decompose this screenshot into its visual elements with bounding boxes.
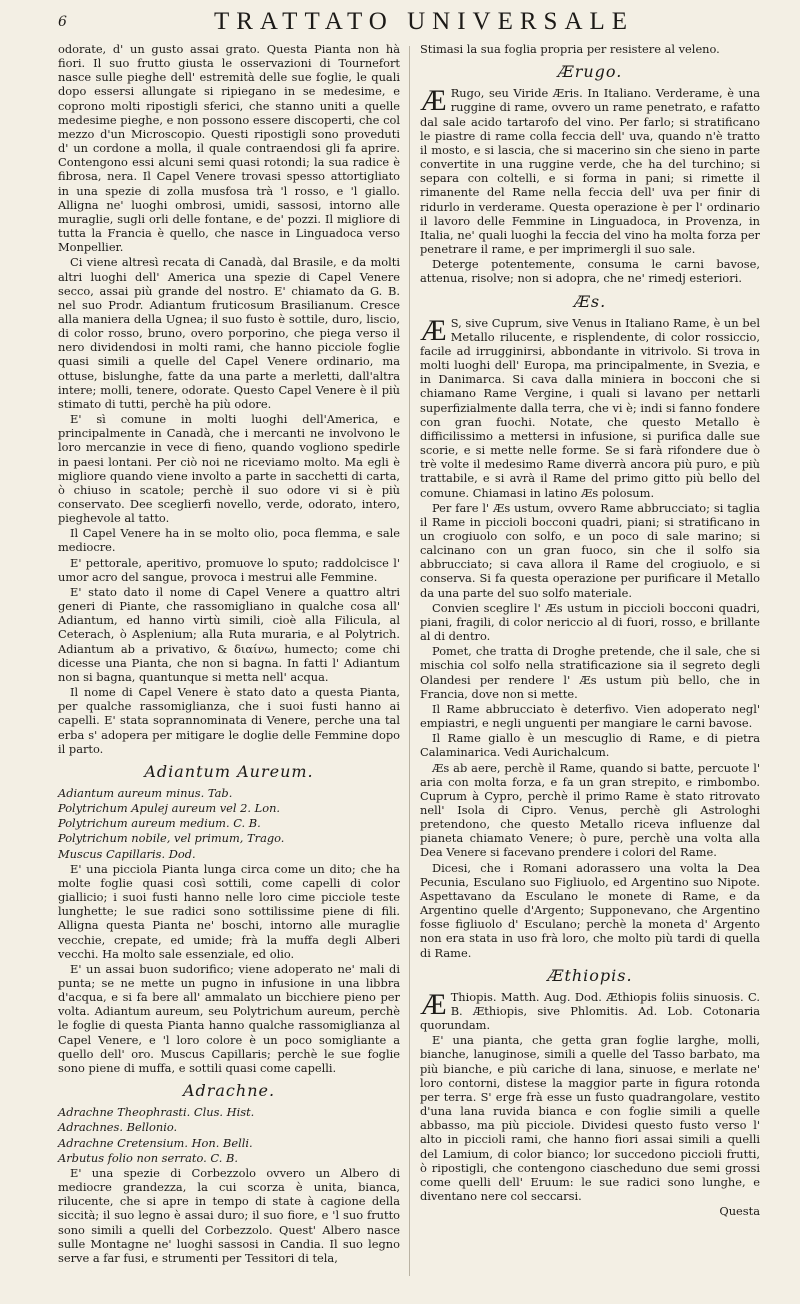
synonym-entry [58,1136,400,1150]
paragraph: E' una picciola Pianta lunga circa come un dito; che ha molte foglie quasi così sottili, come capelli di color giallicio; i suoi fusti hanno nelle loro cime picciole teste lunghette; le sue radici sono sottilissime piene di fili. Alligna questa Pianta ne' boschi, intorno alle muraglie vecchie, crepate, ed umide; frà la muffa degli Alberi vecchi. Ha molto sale essenziale, ed olio. [58,861,400,961]
synonym-text: Polytrichum aureum medium. C. B. [58,816,261,831]
page-number: 6 [58,14,67,30]
synonym-entry [58,1151,400,1165]
synonym-text: Adrachne Theophrasti. Clus. Hist. [58,1105,255,1120]
synonym-text: Muscus Capillaris. Dod. [58,846,196,861]
paragraph: Il Capel Venere ha in se molto olio, poca flemma, e sale mediocre. [58,526,400,555]
paragraph [420,987,760,1033]
paragraph: E' un assai buon sudorifico; viene adoperato ne' mali di punta; se ne mette un pugno in infusione in una libbra d'acqua, e si fa bere all' ammalato un bicchiere pieno per volta. Adiantum aureum, seu Polytrichum aureum, perchè le foglie di questa Pianta hanno qualche rassomiglianza al Capel Venere, e 'l loro colore è un poco somigliante a quello dell' oro. Muscus Capillaris; perchè le sue foglie sono piene di muffa, e sottili quasi come capelli. [58,961,400,1075]
paragraph: E' una pianta, che getta gran foglie larghe, molli, bianche, lanuginose, simili a quelle del Tasso barbato, ma più bianche, e più cariche di lana, sinuose, e merlate ne' loro contorni, distese la maggior parte in figura rotonda per terra. S' erge frà esse un fusto quadrangolare, vestito d'una lana ruvida bianca e con foglie simili a quelle abbasso, ma più picciole. Dividesi questo fusto verso l' alto in piccioli rami, che hanno fiori assai simili a quelli del Lamium, di color bianco; lor succedono piccioli frutti, ò ripostigli, che contengono ciascheduno due semi grossi come quelli dell' Eruum: le sue radici sono lunghe, e diventano nere col seccarsi. [420,1033,760,1204]
paragraph: E' una spezie di Corbezzolo ovvero un Albero di mediocre grandezza, la cui scorza è unita, bianca, rilucente, che si apre in tempo di state à cagione della siccità; il suo legno è assai duro; il suo fiore, e 'l suo frutto sono simili a quelli del Corbezzolo. Quest' Albero nasce sulle Montagne ne' luoghi sassosi in Candia. Il suo legno serve a far fusi, e strumenti per Tessitori di tela, [58,1165,400,1265]
paragraph: E' sì comune in molti luoghi dell'America, e principalmente in Canadà, che i mercanti ne involvono le loro mercanzie in vece di fieno, quando vogliono spedirle in paesi lontani. Per ciò noi ne riceviamo molto. Ma egli è migliore quando viene involto a parte in sacchetti di carta, ò chiuso in scatole; perchè il suo odore vi si è più conservato. Dee sceglierfi novello, verde, odorato, intero, pieghevole al tatto. [58,412,400,526]
drop-cap: Æ [420,987,447,1021]
paragraph: odorate, d' un gusto assai grato. Questa Pianta non hà fiori. Il suo frutto giusta le osservazioni di Tournefort nasce sulle pieghe dell' estremità delle sue foglie, le quali dopo essersi allungate si ripiegano in se medesime, e coprono molti ripostigli sferici, che stanno uniti a quelle medesime pieghe, e non possono essere discoperti, che col mezzo d'un Microscopio. Questi ripostigli sono proveduti d' un cordone a molla, il quale contraendosi gli fa aprire. Contengono essi alcuni semi quasi rotondi; la sua radice è fibrosa, nera. Il Capel Venere trovasi spesso attortigliato in una spezie di zolla musfosa trà 'l rosso, e 'l giallo. Alligna ne' luoghi ombrosi, umidi, sassosi, intorno alle muraglie, sugli orli delle fontane, e de' pozzi. Il migliore di tutta la Francia è quello, che nasce in Linguadoca verso Monpellier. [58,42,400,255]
synonym-entry [58,831,400,845]
column-divider [409,46,410,1276]
right-column [420,42,760,1219]
paragraph: E' pettorale, aperitivo, promuove lo sputo; raddolcisce l' umor acro del sangue, provoca i mestrui alle Femmine. [58,555,400,584]
paragraph: Dicesi, che i Romani adorassero una volta la Dea Pecunia, Esculano suo Figliuolo, ed Argentino suo Nipote. Aspettavano da Esculano le monete di Rame, e da Argentino quelle d'Argento; Supponevano, che Argentino fosse figliuolo d' Esculano; perchè la moneta d' Argento non era stata in uso frà loro, che molto più tardi di quella di Rame. [420,860,760,960]
section-heading-adiantum-aureum: Adiantum Aureum. [144,761,314,781]
section-heading-aerugo: Ærugo. [557,62,623,82]
book-title: TRATTATO UNIVERSALE [213,8,635,35]
paragraph-text: Thiopis. Matth. Aug. Dod. Æthiopis foliis sinuosis. C. B. Æthiopis, sive Phlomitis. Ad. Lob. Cotonaria quorundam. [420,989,760,1033]
synonym-text: Adrachnes. Bellonio. [58,1120,178,1135]
synonym-text: Arbutus folio non serrato. C. B. [58,1150,238,1165]
paragraph: Ci viene altresì recata di Canadà, dal Brasile, e da molti altri luoghi dell' America una spezie di Capel Venere secco, assai più grande del nostro. E' chiamato da G. B. nel suo Prodr. Adiantum fruticosum Brasilianum. Cresce alla maniera della Ugnea; il suo fusto è sottile, duro, liscio, di color rosso, bruno, overo porporino, che piega verso il nero dividendosi in molti rami, che hanno picciole foglie quasi simili a quelle del Capel Venere ordinario, ma ottuse, bislunghe, fatte da una parte a merletti, dall'altra intere; molli, tenere, odorate. Questo Capel Venere è il più stimato di tutti, perchè ha più odore. [58,255,400,411]
synonym-text: Polytrichum Apulej aureum vel 2. Lon. [58,801,281,816]
synonym-entry [58,1105,400,1119]
synonym-entry [58,816,400,830]
synonym-text: Adiantum aureum minus. Tab. [58,785,233,800]
paragraph-text: S, sive Cuprum, sive Venus in Italiano Rame, è un bel Metallo rilucente, e risplendente, di color rossiccio, facile ad irrugginirsi, abbondante in vitrivolo. Si trova in molti luoghi dell' Europa, ma principalmente, in Svezia, e in Danimarca. Si cava dalla miniera in bocconi che si chiamano Rame Vergine, i quali si lavano per nettarli superfizialmente dalla terra, che vi è; indi si fanno fondere con gran fuochi. Notate, che questo Metallo è difficilissimo a mettersi in infusione, si purifica dalle sue scorie, e si mette nelle forme. Se si farà rifondere due ò trè volte il medesimo Rame diverrà ancora più puro, e più trattabile, e si avrà il Rame del primo gitto più bello del comune. Chiamasi in latino Æs polosum. [420,315,760,500]
synonym-text: Adrachne Cretensium. Hon. Belli. [58,1135,253,1150]
running-head [58,8,760,38]
synonym-entry [58,847,400,861]
paragraph: Il nome di Capel Venere è stato dato a questa Pianta, per qualche rassomiglianza, che i suoi fusti hanno ai capelli. E' stata soprannominata di Venere, perche una tal erba s' adopera per mitigare le doglie delle Femmine dopo il parto. [58,685,400,756]
drop-cap: Æ [420,84,447,118]
paragraph-text: Rugo, seu Viride Æris. In Italiano. Verderame, è una ruggine di rame, ovvero un rame penetrato, e rafatto dal sale acido tartarofo del vino. Per farlo; si stratificano le piastre di rame colla feccia dell' uva, quando n'è tratto il mosto, e si lascia, che si macerino sin che sieno in parte convertite in una ruggine verde, che ha del turchino; si separa con coltelli, e si forma in pani; si rimette il rimanente del Rame nella feccia dell' uva per finir di ridurlo in verderame. Questa operazione è per l' ordinario il lavoro delle Femmine in Linguadoca, in Provenza, in Italia, ne' quali luoghi la feccia del vino ha molta forza per penetrare il rame, e per imprimergli il suo sale. [420,86,760,257]
synonym-entry [58,786,400,800]
section-heading-aes: Æs. [573,291,607,311]
section-heading-adrachne: Adrachne. [182,1081,276,1101]
paragraph: Il Rame abbrucciato è deterfivo. Vien adoperato negl' empiastri, e negli unguenti per mangiare le carni bavose. [420,701,760,731]
synonym-entry [58,801,400,815]
section-heading-aethiopis: Æthiopis. [547,965,633,985]
paragraph: E' stato dato il nome di Capel Venere a quattro altri generi di Piante, che rassomigliano in qualche cosa all' Adiantum, ed hanno virtù simili, cioè alla Filicula, al Ceterach, ò Asplenium; alla Ruta muraria, e al Polytrich. Adiantum ab a privativo, & διαίνω, humecto; come chi dicesse una Pianta, che non si bagna. In fatti l' Adiantum non si bagna, quantunque si metta nell' acqua. [58,584,400,684]
paragraph: Il Rame giallo è un mescuglio di Rame, e di pietra Calaminarica. Vedi Aurichalcum. [420,731,760,760]
paragraph [420,313,760,500]
drop-cap: Æ [420,313,447,347]
left-column [58,42,400,1266]
paragraph [420,86,760,256]
paragraph: Deterge potentemente, consuma le carni bavose, attenua, risolve; non si adopra, che ne' rimedj esteriori. [420,257,760,286]
paragraph: Stimasi la sua foglia propria per resistere al veleno. [420,42,720,56]
paragraph: Pomet, che tratta di Droghe pretende, che il sale, che si mischia col solfo nella stratificazione sia il segreto degli Olandesi per rendere l' Æs ustum più bello, che in Francia, dove non si mette. [420,644,760,701]
paragraph: Æs ab aere, perchè il Rame, quando si batte, percuote l' aria con molta forza, e fa un gran strepito, e rimbombo. Cuprum à Cypro, perchè il primo Rame è stato ritrovato nell' Isola di Cipro. Venus, perchè gli Astrologhi pretendono, che questo Metallo riceva influenze dal pianeta chiamato Venere; ò pure, perchè una volta alla Dea Venere si facevano prendere i colori del Rame. [420,760,760,860]
paragraph: Convien sceglire l' Æs ustum in piccioli bocconi quadri, piani, fragili, di color nericcio al di fuori, rosso, e brillante al di dentro. [420,600,760,644]
catchword: Questa [719,1204,760,1219]
paragraph: Per fare l' Æs ustum, ovvero Rame abbrucciato; si taglia il Rame in piccioli bocconi quadri, piani; si stratificano in un crogiuolo con solfo, e un poco di sale marino; si calcinano con un gran fuoco, sin che il solfo sia abbrucciato; si cava allora il Rame del crogiuolo, e si conserva. Si fa questa operazione per purificare il Metallo da una parte del suo solfo materiale. [420,500,760,600]
synonym-entry [58,1120,400,1134]
synonym-text: Polytrichum nobile, vel primum, Trago. [58,831,285,846]
